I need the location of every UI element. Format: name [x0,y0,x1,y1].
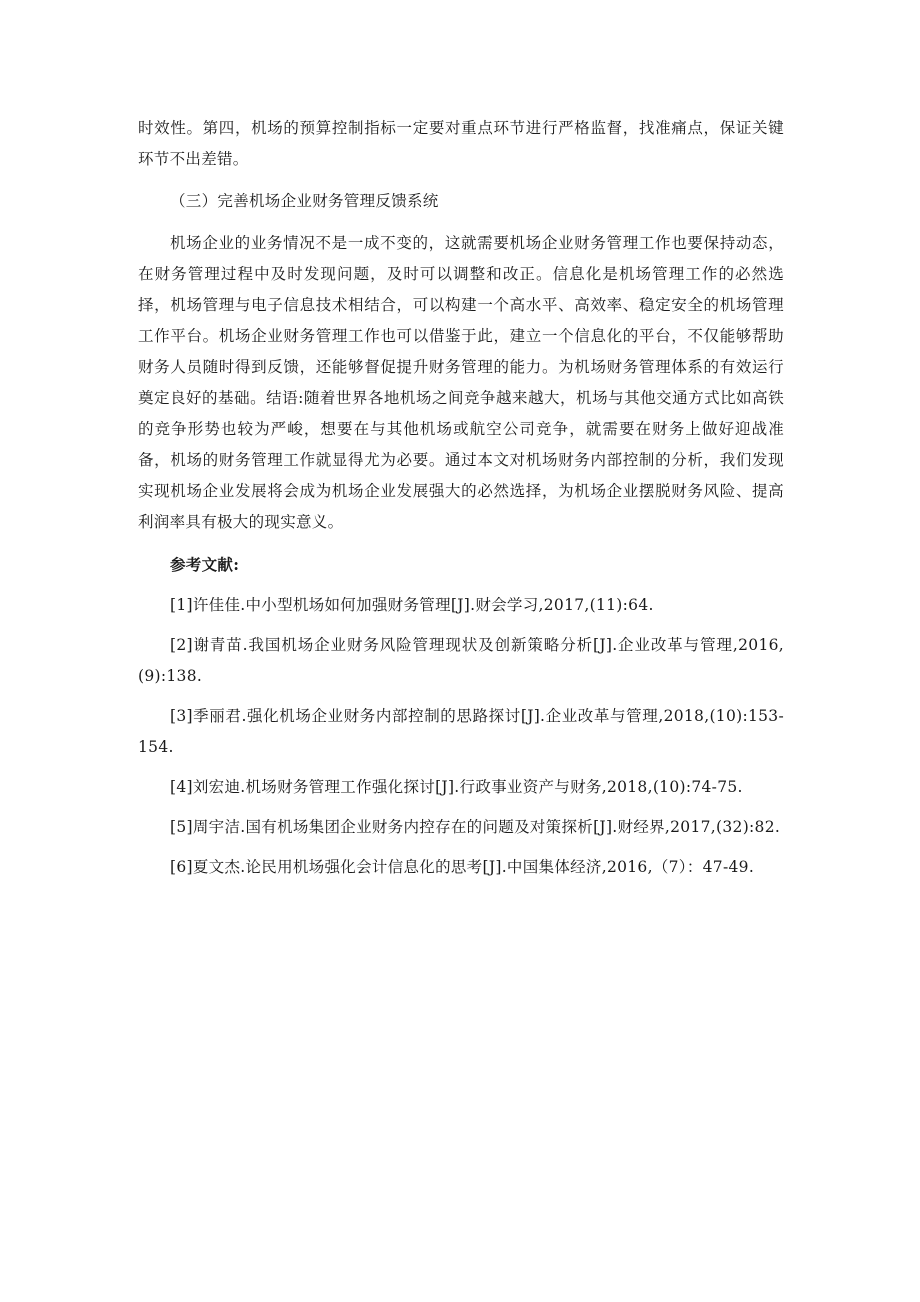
references-title: 参考文献: [170,555,240,574]
reference-item-2: [2]谢青苗.我国机场企业财务风险管理现状及创新策略分析[J].企业改革与管理,2016,(9):138. [138,636,784,685]
section-heading: （三）完善机场企业财务管理反馈系统 [170,192,439,210]
reference-item-3: [3]季丽君.强化机场企业财务内部控制的思路探讨[J].企业改革与管理,2018,(10):153-154. [138,707,784,756]
document-page [138,113,784,892]
continuation-paragraph: 时效性。第四，机场的预算控制指标一定要对重点环节进行严格监督，找准痛点，保证关键环节不出差错。 [138,119,784,168]
reference-item-4: [4]刘宏迪.机场财务管理工作强化探讨[J].行政事业资产与财务,2018,(10):74-75. [170,778,743,796]
body-paragraph: 机场企业的业务情况不是一成不变的，这就需要机场企业财务管理工作也要保持动态，在财务管理过程中及时发现问题，及时可以调整和改正。信息化是机场管理工作的必然选择，机场管理与电子信息技术相结合，可以构建一个高水平、高效率、稳定安全的机场管理工作平台。机场企业财务管理工作也可以借鉴于此，建立一个信息化的平台，不仅能够帮助财务人员随时得到反馈，还能够督促提升财务管理的能力。为机场财务管理体系的有效运行奠定良好的基础。结语:随着世界各地机场之间竞争越来越大，机场与其他交通方式比如高铁的竞争形势也较为严峻，想要在与其他机场或航空公司竞争，就需要在财务上做好迎战准备，机场的财务管理工作就显得尤为必要。通过本文对机场财务内部控制的分析，我们发现实现机场企业发展将会成为机场企业发展强大的必然选择，为机场企业摆脱财务风险、提高利润率具有极大的现实意义。 [138,234,784,531]
reference-item-5: [5]周宇洁.国有机场集团企业财务内控存在的问题及对策探析[J].财经界,2017,(32):82. [170,818,781,836]
reference-item-6: [6]夏文杰.论民用机场强化会计信息化的思考[J].中国集体经济,2016,（7）：47-49. [170,858,755,876]
references-list [138,590,784,883]
reference-item-1: [1]许佳佳.中小型机场如何加强财务管理[J].财会学习,2017,(11):64. [170,596,654,614]
